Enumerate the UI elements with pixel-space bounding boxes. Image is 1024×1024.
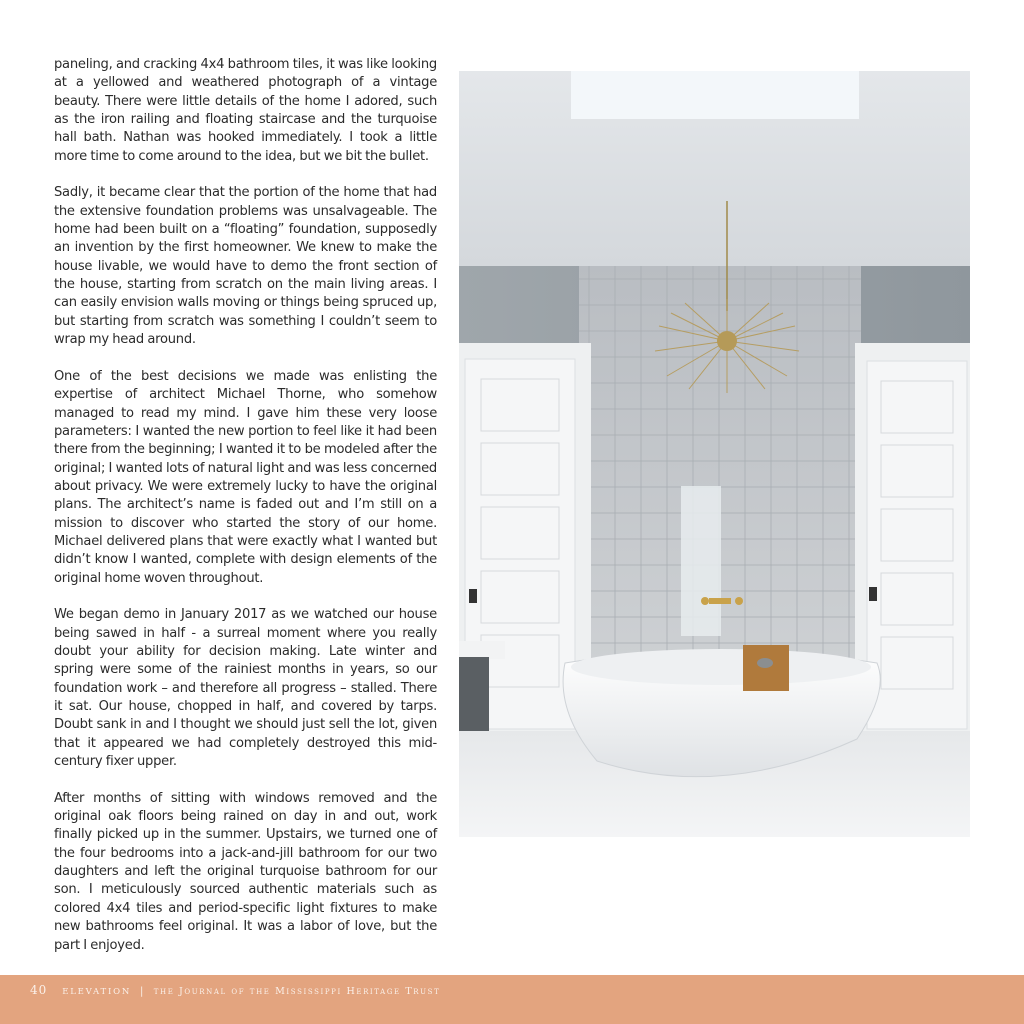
article-paragraph: We began demo in January 2017 as we watched our house being sawed in half - a surreal moment where you really doubt your ability for decision making. Late winter and spring were some of the rainiest months in years, so our foundation work – and therefore all progress – stalled. There it sat. Our house, chopped in half, and covered by tarps. Doubt sank in and I thought we should just sell the lot, given that it appeared we had completely destroyed this mid-century fixer upper. bbox=[54, 607, 437, 770]
article-paragraph: paneling, and cracking 4x4 bathroom tiles, it was like looking at a yellowed and weathered photograph of a vintage beauty. There were little details of the home I adored, such as the iron railing and floating staircase and the turquoise hall bath. Nathan was hooked immediately. I took a little more time to come around to the idea, but we bit the bullet. bbox=[54, 57, 437, 164]
publication-name: ELEVATION bbox=[62, 987, 132, 997]
article-paragraph: One of the best decisions we made was enlisting the expertise of architect Michael Thorne, who somehow managed to read my mind. I gave him these very loose parameters: I wanted the new portion to feel like it had been there from the beginning; I wanted it to be modeled after the original; I wanted lots of natural light and was less concerned about privacy. We were extremely lucky to have the original plans. The architect’s name is faded out and I’m still on a mission to discover who started the story of our home. Michael delivered plans that were exactly what I wanted but didn’t know I wanted, complete with design elements of the original home woven throughout. bbox=[54, 368, 437, 586]
bathroom-illustration bbox=[459, 71, 970, 837]
bathroom-photo bbox=[459, 71, 970, 837]
article-body bbox=[54, 56, 437, 973]
journal-title: the Journal of the Mississippi Heritage Trust bbox=[153, 986, 441, 997]
article-paragraph: Sadly, it became clear that the portion of the home that had the extensive foundation problems was unsalvageable. The home had been built on a “floating” foundation, supposedly an invention by the first homeowner. We knew to make the house livable, we would have to demo the front section of the house, starting from scratch on the main living areas. I can easily envision walls moving or things being spruced up, but starting from scratch was something I couldn’t seem to wrap my head around. bbox=[54, 185, 437, 348]
footer-separator: | bbox=[140, 986, 145, 997]
running-footer bbox=[30, 983, 440, 997]
article-paragraph: After months of sitting with windows removed and the original oak floors being rained on day in and out, work finally picked up in the summer. Upstairs, we turned one of the four bedrooms into a jack-and-jill bathroom for our two daughters and left the original turquoise bathroom for our son. I meticulously sourced authentic materials such as colored 4x4 tiles and period-specific light fixtures to make new bathrooms feel original. It was a labor of love, but the part I enjoyed. bbox=[54, 790, 437, 953]
page-number: 40 bbox=[30, 983, 48, 997]
